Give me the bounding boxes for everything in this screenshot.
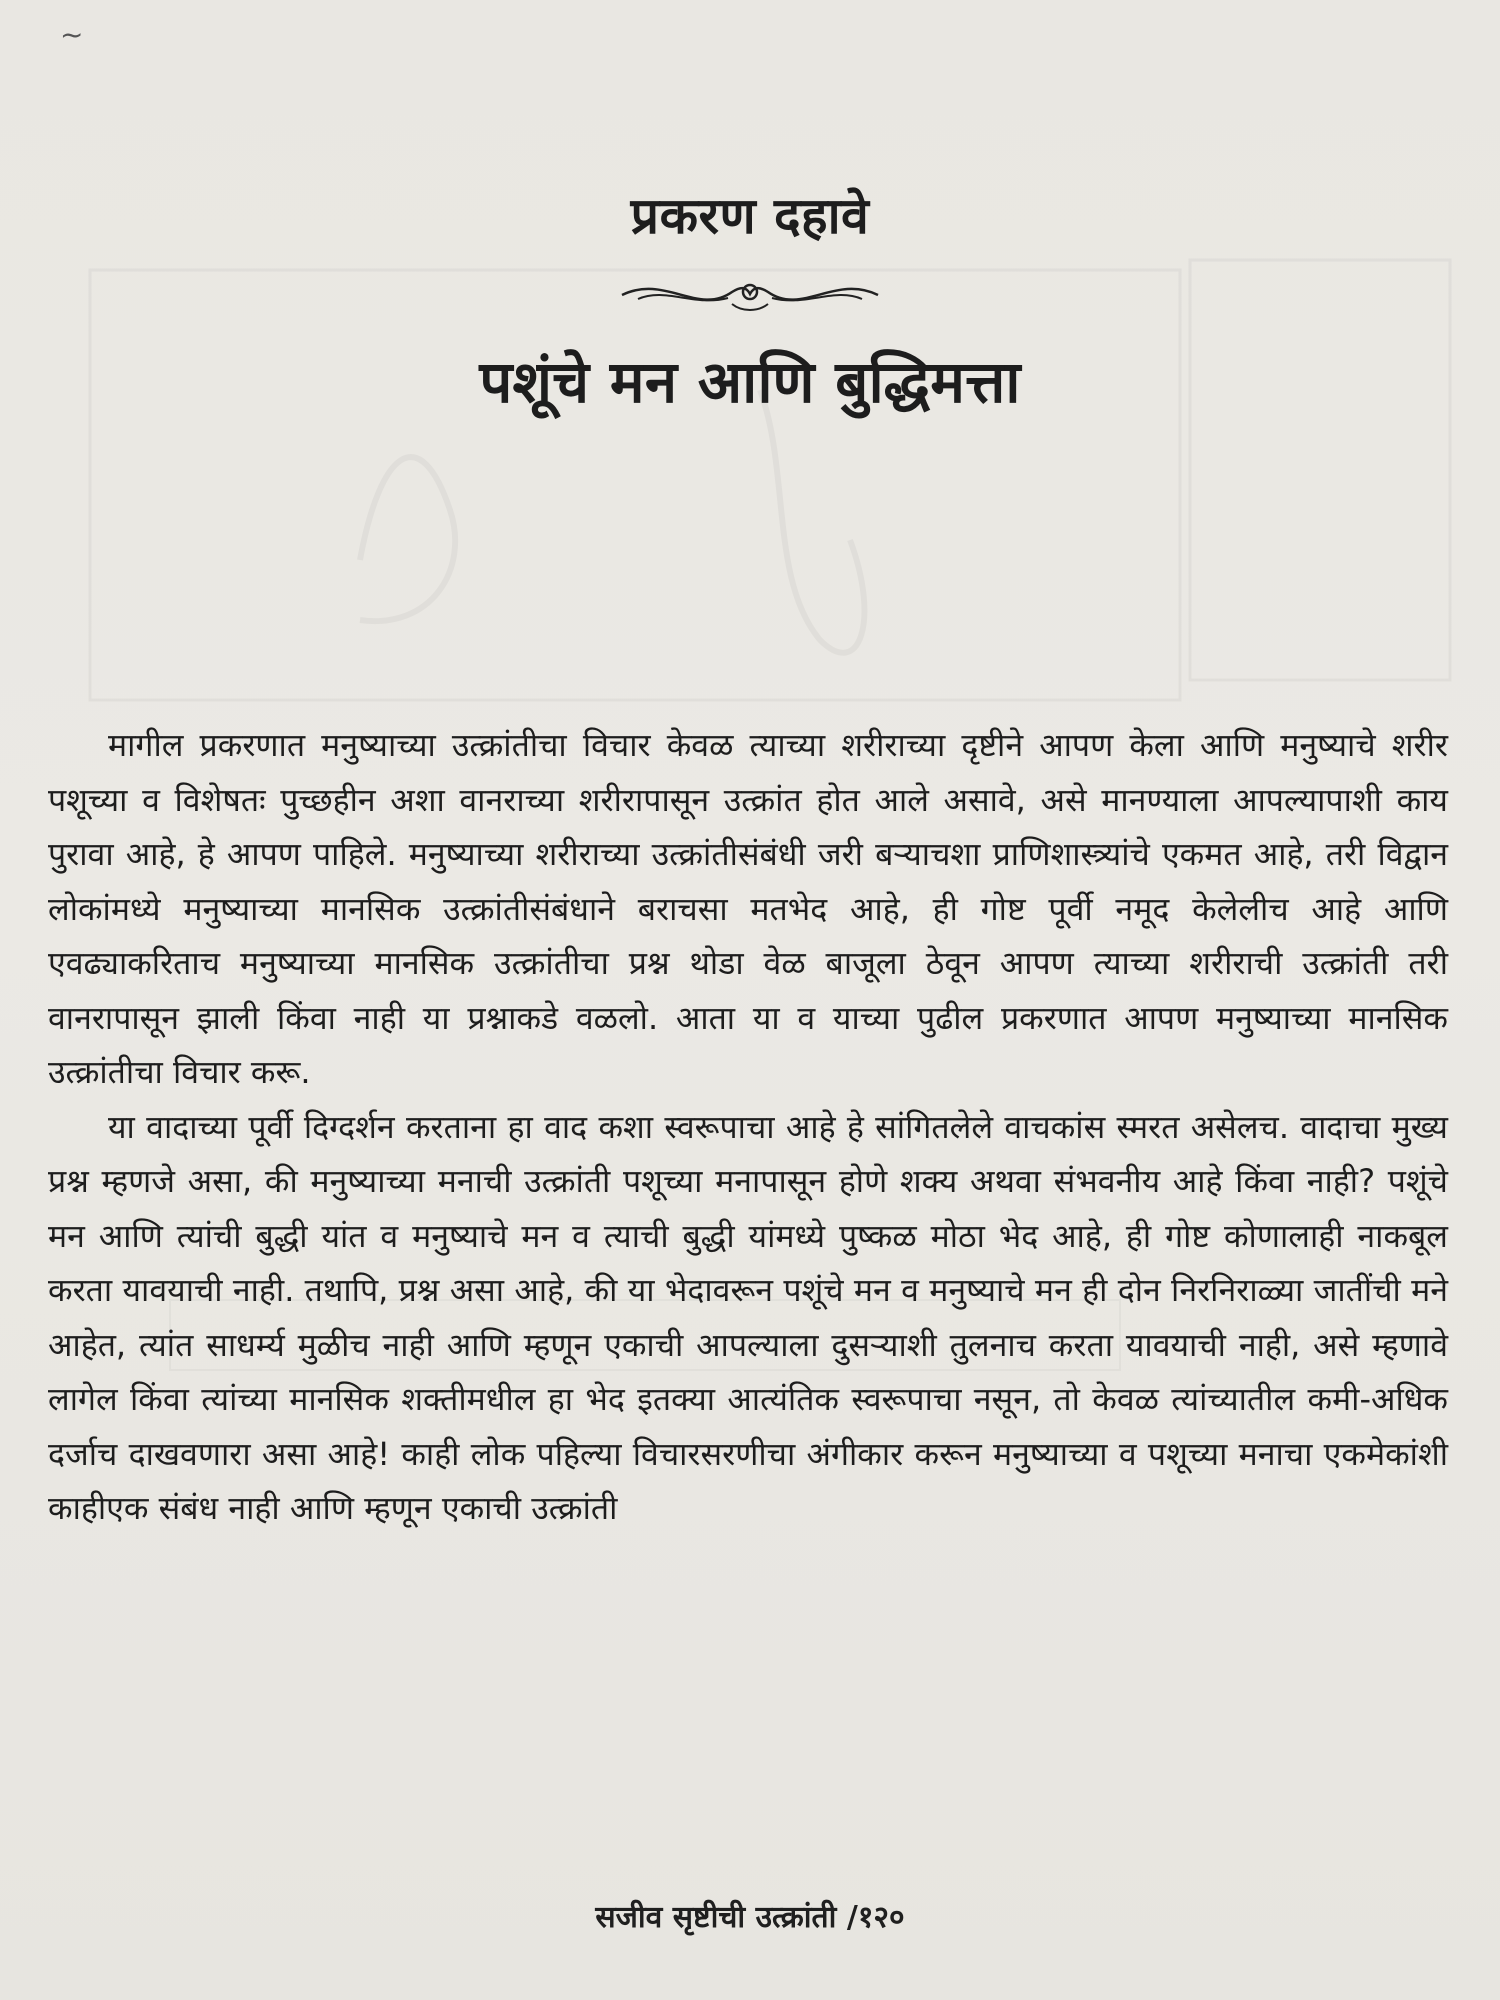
chapter-heading: प्रकरण दहावे [630,187,870,245]
paragraph-1: मागील प्रकरणात मनुष्याच्या उत्क्रांतीचा विचार केवळ त्याच्या शरीराच्या दृष्टीने आपण केला आणि मनुष्याचे शरीर पशूच्या व विशेषतः पुच्छहीन अशा वानराच्या शरीरापासून उत्क्रांत होत आले असावे, असे मानण्याला आपल्यापाशी काय पुरावा आहे, हे आपण पाहिले. मनुष्याच्या शरीराच्या उत्क्रांतीसंबंधी जरी बऱ्याचशा प्राणिशास्त्र्यांचे एकमत आहे, तरी विद्वान लोकांमध्ये मनुष्याच्या मानसिक उत्क्रांतीसंबंधाने बराचसा मतभेद आहे, ही गोष्ट पूर्वी नमूद केलेलीच आहे आणि एवढ्याकरिताच मनुष्याच्या मानसिक उत्क्रांतीचा प्रश्न थोडा वेळ बाजूला ठेवून आपण त्याच्या शरीराची उत्क्रांती तरी वानरापासून झाली किंवा नाही या प्रश्नाकडे वळलो. आता या व याच्या पुढील प्रकरणात आपण मनुष्याच्या मानसिक उत्क्रांतीचा विचार करू. [48,726,1448,1091]
corner-mark: ~ [60,18,84,51]
paragraph-2: या वादाच्या पूर्वी दिग्दर्शन करताना हा वाद कशा स्वरूपाचा आहे हे सांगितलेले वाचकांस स्मरत असेलच. वादाचा मुख्य प्रश्न म्हणजे असा, की मनुष्याच्या मनाची उत्क्रांती पशूच्या मनापासून होणे शक्य अथवा संभवनीय आहे किंवा नाही? पशूंचे मन आणि त्यांची बुद्धी यांत व मनुष्याचे मन व त्याची बुद्धी यांमध्ये पुष्कळ मोठा भेद आहे, ही गोष्ट कोणालाही नाकबूल करता यावयाची नाही. तथापि, प्रश्न असा आहे, की या भेदावरून पशूंचे मन व मनुष्याचे मन ही दोन निरनिराळ्या जातींची मने आहेत, त्यांत साधर्म्य मुळीच नाही आणि म्हणून एकाची आपल्याला दुसऱ्याशी तुलनाच करता यावयाची नाही, असे म्हणावे लागेल किंवा त्यांच्या मानसिक शक्तीमधील हा भेद इतक्या आत्यंतिक स्वरूपाचा नसून, तो केवळ त्यांच्यातील कमी-अधिक दर्जाच दाखवणारा असा आहे! काही लोक पहिल्या विचारसरणीचा अंगीकार करून मनुष्याच्या व पशूच्या मनाचा एकमेकांशी काहीएक संबंध नाही आणि म्हणून एकाची उत्क्रांती [48,1107,1448,1527]
page-footer: सजीव सृष्टीची उत्क्रांती /१२० [595,1900,905,1935]
decorative-ornament [610,268,890,320]
body-text [48,718,1448,1536]
page-title: पशूंचे मन आणि बुद्धिमत्ता [479,348,1021,416]
